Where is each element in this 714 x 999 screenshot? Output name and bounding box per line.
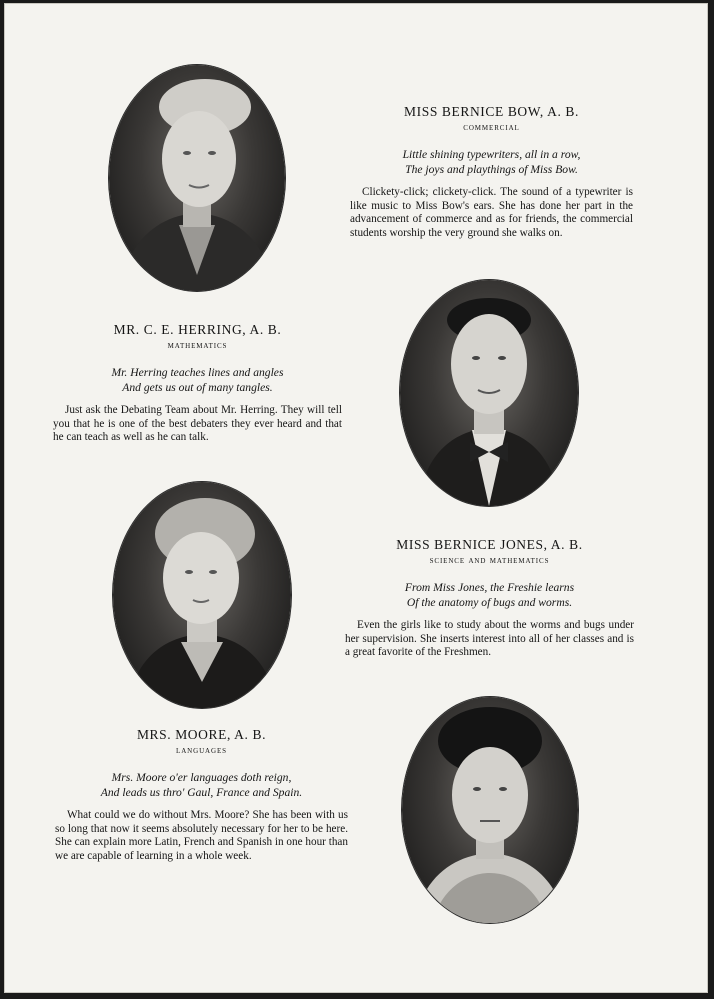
faculty-verse <box>55 770 348 800</box>
faculty-bio: Even the girls like to study about the worms and bugs under her supervision. She inserts interest into all of her classes and is a great favorite of the Freshmen. <box>345 619 634 659</box>
faculty-name: MRS. MOORE, A. B. <box>136 727 267 742</box>
faculty-verse <box>350 147 633 177</box>
faculty-bio: Just ask the Debating Team about Mr. Herring. They will tell you that he is one of the best debaters they ever heard and that he can teach as well as he can talk. <box>53 404 342 444</box>
faculty-entry-herring <box>53 322 342 445</box>
verse-line: Mrs. Moore o'er languages doth reign, <box>111 771 292 784</box>
portrait-figure <box>109 65 285 291</box>
portrait-photo-herring <box>400 280 578 506</box>
faculty-subject: languages <box>176 745 227 756</box>
verse-line: From Miss Jones, the Freshie learns <box>404 581 575 594</box>
faculty-entry-bow <box>350 104 633 240</box>
faculty-subject: commercial <box>463 122 520 133</box>
portrait-figure <box>402 697 578 923</box>
verse-line: Mr. Herring teaches lines and angles <box>111 366 284 379</box>
faculty-name: MISS BERNICE BOW, A. B. <box>404 104 579 119</box>
faculty-entry-jones <box>345 537 634 660</box>
verse-line: And gets us out of many tangles. <box>122 381 273 394</box>
portrait-photo-jones <box>113 482 291 708</box>
faculty-subject: science and mathematics <box>429 555 550 566</box>
faculty-subject: mathematics <box>167 340 228 351</box>
faculty-name: MISS BERNICE JONES, A. B. <box>396 537 583 552</box>
faculty-bio: Clickety-click; clickety-click. The sound of a typewriter is like music to Miss Bow's ears. She has done her part in the advancement of commerce and as for friends, the commercial students worship the very ground she walks on. <box>350 186 633 239</box>
faculty-bio: What could we do without Mrs. Moore? She has been with us so long that now it seems absolutely necessary for her to be here. She can explain more Latin, French and Spanish in one hour than we are capable of learning in a whole week. <box>55 809 348 862</box>
faculty-entry-moore <box>55 727 348 863</box>
faculty-name: MR. C. E. HERRING, A. B. <box>113 322 282 337</box>
verse-line: Of the anatomy of bugs and worms. <box>406 596 573 609</box>
verse-line: The joys and playthings of Miss Bow. <box>405 163 578 176</box>
portrait-figure <box>400 280 578 506</box>
yearbook-page <box>4 3 708 993</box>
portrait-figure <box>113 482 291 708</box>
portrait-photo-moore <box>402 697 578 923</box>
verse-line: And leads us thro' Gaul, France and Spain. <box>100 786 303 799</box>
verse-line: Little shining typewriters, all in a row, <box>402 148 581 161</box>
portrait-photo-bow <box>109 65 285 291</box>
faculty-verse <box>53 365 342 395</box>
faculty-verse <box>345 580 634 610</box>
